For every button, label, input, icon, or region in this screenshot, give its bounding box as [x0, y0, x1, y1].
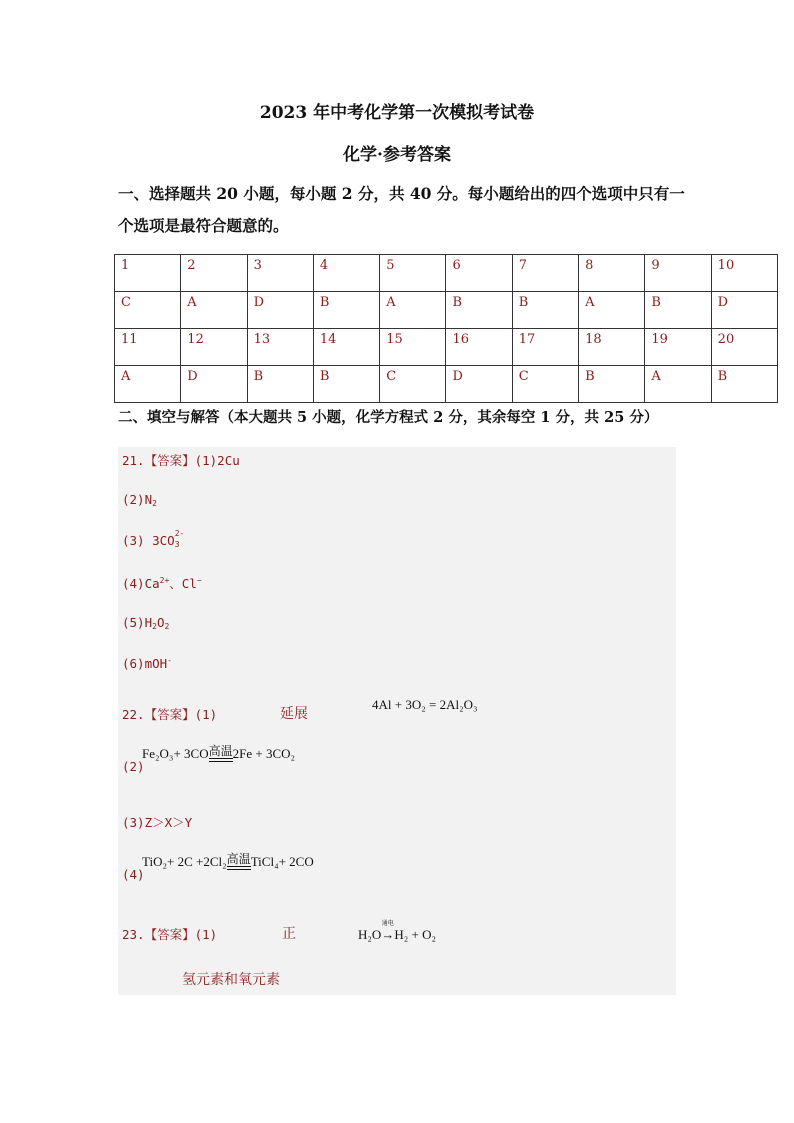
- answer-table-cell: B: [645, 292, 711, 329]
- answer-table-cell: 17: [512, 329, 578, 366]
- q21-answer-3: [122, 529, 185, 549]
- section1-instructions: [118, 178, 698, 242]
- answer-table-cell: 20: [711, 329, 777, 366]
- answer-table-cell: 2: [181, 255, 247, 292]
- q21-a5-sub1: 2: [152, 622, 157, 631]
- q22-eq4-cond-text: 高温: [226, 852, 251, 866]
- answer-table-cell: B: [313, 366, 379, 403]
- answer-table-cell: 19: [645, 329, 711, 366]
- q21-answer-1: [122, 451, 240, 469]
- section2-heading: 二、填空与解答（本大题共 5 小题，化学方程式 2 分，其余每空 1 分，共 25 分）: [118, 409, 659, 426]
- answer-table-cell: 13: [247, 329, 313, 366]
- q22-answer-2-label: (2): [122, 759, 145, 774]
- answer-table-cell: A: [579, 292, 645, 329]
- q21-a4-mid: 、Cl: [169, 576, 197, 591]
- page-subtitle: 化学·参考答案: [343, 145, 451, 165]
- q21-a5-sub2: 2: [164, 622, 170, 631]
- answer-table-cell: B: [247, 366, 313, 403]
- answer-table-cell: B: [579, 366, 645, 403]
- q22-eq2-left: Fe₂O₃+ 3CO: [142, 746, 209, 761]
- answer-table-cell: 15: [380, 329, 446, 366]
- q23-answer-1: [122, 925, 217, 943]
- q23-word-1: 正: [282, 926, 296, 942]
- answer-table-cell: B: [313, 292, 379, 329]
- q23-equation: [358, 920, 436, 943]
- q22-p1: (1): [194, 707, 218, 722]
- answer-table-cell: 3: [247, 255, 313, 292]
- q21-a2-text: (2)N: [122, 492, 153, 507]
- answer-table-cell: A: [380, 292, 446, 329]
- q21-a4-text: (4)Ca: [122, 576, 160, 591]
- answer-table-cell: A: [645, 366, 711, 403]
- q22-equation-2: [142, 743, 295, 762]
- answer-table-cell: B: [512, 292, 578, 329]
- answer-table-cell: D: [711, 292, 777, 329]
- answer-table-cell: 5: [380, 255, 446, 292]
- answer-table-cell: 9: [645, 255, 711, 292]
- answer-table-cell: 14: [313, 329, 379, 366]
- q21-answer-5: [122, 615, 169, 631]
- q22-eq4-right: TiCl₄+ 2CO: [250, 854, 314, 869]
- q21-a3-text: (3) 3CO: [122, 533, 175, 548]
- answer-table-cell: 1: [115, 255, 181, 292]
- answer-table-row: [115, 255, 778, 292]
- answer-table-cell: 10: [711, 255, 777, 292]
- answers-panel: [118, 447, 676, 995]
- answer-table-cell: B: [711, 366, 777, 403]
- q23-number: 23.: [122, 927, 145, 942]
- answer-table-cell: 7: [512, 255, 578, 292]
- answer-table-cell: 12: [181, 329, 247, 366]
- section1-line2: 个选项是最符合题意的。: [118, 216, 289, 235]
- q21-a3-sub: 3: [174, 540, 180, 549]
- q21-number: 21.: [122, 453, 145, 468]
- answer-table-cell: A: [181, 292, 247, 329]
- answer-table-row: [115, 292, 778, 329]
- answer-table-cell: 16: [446, 329, 512, 366]
- q23-tag: 【答案】: [144, 927, 195, 942]
- answer-table-cell: C: [115, 292, 181, 329]
- q23-eq-left: H₂O: [358, 927, 382, 942]
- q22-answer-3: (3)Z＞X＞Y: [122, 815, 193, 830]
- q22-tag: 【答案】: [144, 707, 195, 722]
- answer-table-cell: 18: [579, 329, 645, 366]
- q22-answer-1: [122, 705, 217, 723]
- q21-a2-sub: 2: [152, 499, 157, 508]
- q22-word-1: 延展: [280, 706, 308, 722]
- q22-eq4-equals: [227, 866, 251, 870]
- q22-eq4-condition: [227, 853, 251, 870]
- q21-a1: (1)2Cu: [194, 453, 240, 468]
- answer-table-row: [115, 329, 778, 366]
- q22-answer-4-label: (4): [122, 867, 145, 882]
- answer-table-cell: 6: [446, 255, 512, 292]
- answer-table-cell: C: [512, 366, 578, 403]
- q22-eq4-left: TiO₂+ 2C +2Cl₂: [142, 854, 227, 869]
- q22-eq2-condition: [209, 745, 233, 762]
- answer-table-row: [115, 366, 778, 403]
- answer-table-cell: 11: [115, 329, 181, 366]
- q23-p1: (1): [194, 927, 218, 942]
- answer-table-cell: D: [181, 366, 247, 403]
- q21-answer-2: [122, 492, 157, 508]
- q21-tag: 【答案】: [144, 453, 195, 468]
- q23-eq-arrow: 通电 →: [381, 920, 395, 942]
- answer-table-cell: B: [446, 292, 512, 329]
- section1-line1: 一、选择题共 20 小题，每小题 2 分，共 40 分。每小题给出的四个选项中只有一: [118, 184, 685, 203]
- q21-a4-sup1: 2+: [159, 576, 170, 585]
- q21-answer-4: [122, 574, 202, 592]
- answer-table-cell: 8: [579, 255, 645, 292]
- answer-table-cell: D: [247, 292, 313, 329]
- q22-number: 22.: [122, 707, 145, 722]
- answer-table: [114, 254, 778, 403]
- q22-eq2-cond-text: 高温: [208, 744, 233, 758]
- answer-table-cell: C: [380, 366, 446, 403]
- q22-equation-1: 4Al + 3O₂ = 2Al₂O₃: [372, 697, 478, 712]
- q21-answer-6: [122, 656, 172, 671]
- q23-eq-arrow-label: 通电: [381, 920, 394, 927]
- q21-a6-sup: -: [167, 656, 172, 665]
- answer-table-cell: D: [446, 366, 512, 403]
- q23-word-2: 氢元素和氧元素: [182, 972, 280, 988]
- q21-a5-mid: O: [156, 615, 165, 630]
- answer-table-cell: 4: [313, 255, 379, 292]
- q22-eq2-equals: [209, 758, 233, 762]
- q21-a3-sup: 2-: [174, 529, 185, 538]
- page-title: 2023 年中考化学第一次模拟考试卷: [259, 103, 535, 123]
- q23-eq-right: H₂ + O₂: [394, 927, 436, 942]
- q22-eq2-right: 2Fe + 3CO₂: [232, 746, 296, 761]
- q22-equation-4: [142, 851, 314, 870]
- q21-a5-text: (5)H: [122, 615, 153, 630]
- answer-table-cell: A: [115, 366, 181, 403]
- q21-a4-sup2: −: [196, 576, 202, 585]
- q21-a6-text: (6)mOH: [122, 656, 168, 671]
